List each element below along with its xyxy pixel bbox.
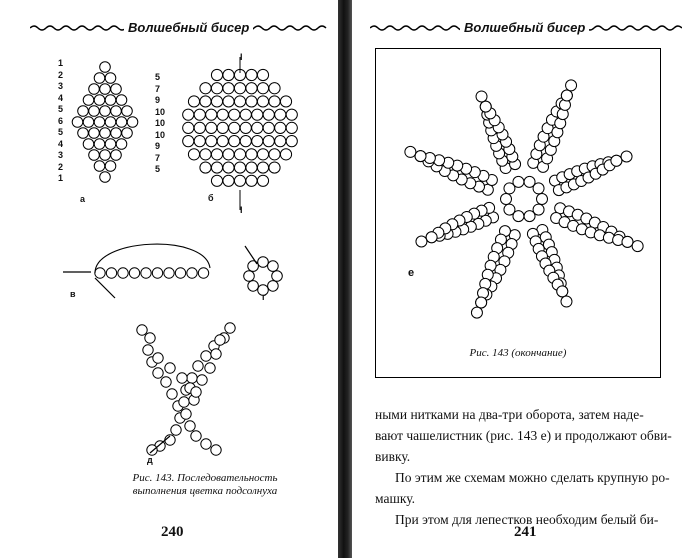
row-count: 6 xyxy=(58,115,64,126)
bead xyxy=(471,307,482,318)
bead xyxy=(94,117,105,128)
bead xyxy=(223,69,234,80)
bead xyxy=(183,136,194,147)
figure-v-chain xyxy=(55,228,225,308)
caption-line-1: Рис. 143. Последовательность xyxy=(132,472,278,484)
bead xyxy=(116,95,127,106)
bead xyxy=(111,150,122,161)
bead xyxy=(211,96,222,107)
bead xyxy=(248,261,259,272)
text-line: вивку. xyxy=(375,449,411,464)
bead xyxy=(248,281,259,292)
bead xyxy=(263,136,274,147)
bead xyxy=(280,96,291,107)
bead xyxy=(524,211,535,222)
bead xyxy=(116,117,127,128)
bead xyxy=(105,139,116,150)
bead xyxy=(105,117,116,128)
bead xyxy=(504,204,515,215)
bead xyxy=(223,83,234,94)
bead xyxy=(206,109,217,120)
label-v: в xyxy=(70,289,76,299)
text-line: По этим же схемам можно сделать крупную ро- xyxy=(395,470,670,485)
bead xyxy=(476,297,487,308)
row-count: 9 xyxy=(155,95,161,105)
bead xyxy=(561,296,572,307)
bead xyxy=(405,146,416,157)
bead xyxy=(200,83,211,94)
bead xyxy=(94,161,105,172)
left-page xyxy=(0,0,338,558)
bead xyxy=(272,271,283,282)
bead xyxy=(252,136,263,147)
bead xyxy=(246,175,257,186)
row-count: 5 xyxy=(155,72,161,82)
bead xyxy=(632,241,643,252)
bead xyxy=(244,271,255,282)
bead xyxy=(194,136,205,147)
bead xyxy=(89,84,100,95)
bead xyxy=(234,83,245,94)
row-count: 5 xyxy=(58,127,64,137)
bead xyxy=(280,149,291,160)
thread-line xyxy=(95,278,115,298)
bead xyxy=(223,162,234,173)
bead xyxy=(164,268,174,278)
row-count: 3 xyxy=(58,150,64,160)
bead xyxy=(194,109,205,120)
row-count: 1 xyxy=(58,58,64,68)
bead xyxy=(100,150,111,161)
bead xyxy=(257,175,268,186)
bead xyxy=(167,389,177,399)
bead xyxy=(561,90,572,101)
axis-mark-top: I xyxy=(240,52,243,62)
label-a: а xyxy=(80,194,86,204)
bead xyxy=(105,73,116,84)
bead xyxy=(200,96,211,107)
bead xyxy=(105,161,116,172)
bead xyxy=(177,373,187,383)
bead xyxy=(143,345,153,355)
bead xyxy=(181,409,191,419)
bead xyxy=(200,162,211,173)
bead xyxy=(257,96,268,107)
bead xyxy=(246,162,257,173)
bead xyxy=(100,84,111,95)
bead xyxy=(513,176,524,187)
page-number: 241 xyxy=(514,524,537,540)
bead xyxy=(611,155,622,166)
bead xyxy=(94,73,105,84)
bead xyxy=(286,136,297,147)
bead xyxy=(100,128,111,139)
bead xyxy=(263,109,274,120)
bead xyxy=(161,377,171,387)
figure-d-sepal xyxy=(130,318,260,458)
bead xyxy=(240,136,251,147)
bead xyxy=(268,281,279,292)
figure-b-hexagon xyxy=(170,55,310,215)
bead xyxy=(201,351,211,361)
bead xyxy=(211,83,222,94)
bead xyxy=(122,128,133,139)
bead xyxy=(211,162,222,173)
bead xyxy=(269,83,280,94)
bead xyxy=(191,387,201,397)
bead xyxy=(193,361,203,371)
bead xyxy=(100,62,111,73)
bead xyxy=(211,175,222,186)
bead xyxy=(211,349,221,359)
figure-caption xyxy=(95,472,315,498)
row-count: 5 xyxy=(155,164,161,174)
row-count: 5 xyxy=(58,104,64,114)
bead xyxy=(111,106,122,117)
row-count: 2 xyxy=(58,69,64,80)
bead xyxy=(217,109,228,120)
bead xyxy=(234,96,245,107)
figure-e-star xyxy=(376,49,660,349)
bead xyxy=(257,83,268,94)
page-number: 240 xyxy=(161,524,184,540)
bead xyxy=(118,268,128,278)
bead xyxy=(100,172,111,183)
bead xyxy=(275,122,286,133)
bead xyxy=(622,236,633,247)
bead xyxy=(537,194,548,205)
body-text xyxy=(375,404,675,530)
bead xyxy=(152,268,162,278)
bead xyxy=(257,149,268,160)
bead xyxy=(100,106,111,117)
bead xyxy=(257,162,268,173)
row-count: 10 xyxy=(155,118,166,128)
bead xyxy=(106,268,116,278)
bead xyxy=(211,69,222,80)
bead xyxy=(72,117,83,128)
bead xyxy=(476,91,487,102)
bead xyxy=(225,323,235,333)
bead xyxy=(171,425,181,435)
bead xyxy=(286,122,297,133)
text-line: При этом для лепестков необходим белый би- xyxy=(395,512,659,527)
bead xyxy=(141,268,151,278)
bead xyxy=(147,445,157,455)
bead xyxy=(269,162,280,173)
row-counts-a xyxy=(58,58,63,185)
figure-caption: Рис. 143 (окончание) xyxy=(469,347,567,359)
label-b: б xyxy=(208,193,214,203)
label-g: г xyxy=(262,292,266,302)
row-count: 3 xyxy=(58,81,64,91)
left-header xyxy=(30,18,330,40)
bead xyxy=(275,109,286,120)
bead xyxy=(621,151,632,162)
right-page xyxy=(352,0,700,558)
bead xyxy=(416,236,427,247)
bead xyxy=(566,80,577,91)
axis-mark-bottom: I xyxy=(240,205,243,215)
bead xyxy=(78,106,89,117)
caption-line-2: выполнения цветка подсолнуха xyxy=(132,485,278,497)
bead xyxy=(105,95,116,106)
bead xyxy=(179,397,189,407)
bead xyxy=(215,335,225,345)
text-line: ными нитками на два-три оборота, затем наде- xyxy=(375,407,644,422)
row-count: 1 xyxy=(58,173,64,183)
bead xyxy=(94,95,105,106)
bead xyxy=(229,109,240,120)
bead xyxy=(246,83,257,94)
bead xyxy=(153,353,163,363)
bead xyxy=(111,128,122,139)
label-d: д xyxy=(147,455,153,465)
bead xyxy=(197,375,207,385)
bead xyxy=(94,139,105,150)
bead xyxy=(122,106,133,117)
bead xyxy=(183,109,194,120)
bead xyxy=(111,84,122,95)
running-title: Волшебный бисер xyxy=(124,20,253,35)
bead xyxy=(217,136,228,147)
bead xyxy=(257,69,268,80)
bead xyxy=(127,117,138,128)
bead xyxy=(83,117,94,128)
bead xyxy=(246,96,257,107)
label-e: е xyxy=(408,267,415,279)
bead xyxy=(263,122,274,133)
text-line: машку. xyxy=(375,491,415,506)
bead xyxy=(116,139,127,150)
row-counts-b xyxy=(155,72,165,176)
bead xyxy=(275,136,286,147)
bead xyxy=(252,122,263,133)
bead xyxy=(252,109,263,120)
bead xyxy=(229,136,240,147)
bead xyxy=(268,261,279,272)
row-count: 10 xyxy=(155,129,166,140)
bead xyxy=(183,122,194,133)
bead xyxy=(234,175,245,186)
bead xyxy=(201,439,211,449)
bead xyxy=(185,421,195,431)
text-line: вают чашелистник (рис. 143 е) и продолжают обви- xyxy=(375,428,672,443)
bead xyxy=(153,368,163,378)
row-count: 4 xyxy=(58,138,64,149)
bead xyxy=(187,268,197,278)
bead xyxy=(258,257,269,268)
bead xyxy=(188,96,199,107)
row-count: 9 xyxy=(155,141,161,151)
bead xyxy=(533,183,544,194)
bead xyxy=(229,122,240,133)
bead xyxy=(211,149,222,160)
bead xyxy=(145,333,155,343)
bead xyxy=(480,101,491,112)
row-count: 7 xyxy=(155,152,161,163)
bead xyxy=(165,363,175,373)
bead xyxy=(188,149,199,160)
bead xyxy=(200,149,211,160)
bead xyxy=(137,325,147,335)
bead xyxy=(269,96,280,107)
bead xyxy=(187,373,197,383)
bead xyxy=(206,122,217,133)
bead xyxy=(557,286,568,297)
bead xyxy=(426,232,437,243)
bead xyxy=(223,149,234,160)
right-header xyxy=(370,18,682,40)
bead xyxy=(175,268,185,278)
bead xyxy=(234,149,245,160)
bead xyxy=(129,268,139,278)
book-gutter xyxy=(338,0,352,558)
bead xyxy=(415,151,426,162)
bead xyxy=(234,162,245,173)
bead xyxy=(223,175,234,186)
bead xyxy=(217,122,228,133)
running-title: Волшебный бисер xyxy=(460,20,589,35)
row-count: 4 xyxy=(58,92,64,103)
bead xyxy=(194,122,205,133)
figure-frame xyxy=(375,48,661,378)
bead xyxy=(191,431,201,441)
bead xyxy=(246,69,257,80)
bead xyxy=(89,128,100,139)
row-count: 7 xyxy=(155,83,161,94)
bead xyxy=(95,268,105,278)
bead xyxy=(89,150,100,161)
bead xyxy=(240,109,251,120)
bead xyxy=(211,445,221,455)
bead xyxy=(501,194,512,205)
bead xyxy=(83,95,94,106)
row-count: 2 xyxy=(58,161,64,172)
bead xyxy=(83,139,94,150)
bead xyxy=(246,149,257,160)
row-count: 10 xyxy=(155,106,166,117)
bead xyxy=(269,149,280,160)
bead xyxy=(223,96,234,107)
bead xyxy=(198,268,208,278)
bead xyxy=(286,109,297,120)
bead xyxy=(205,363,215,373)
bead xyxy=(240,122,251,133)
bead xyxy=(78,128,89,139)
bead xyxy=(89,106,100,117)
bead xyxy=(206,136,217,147)
